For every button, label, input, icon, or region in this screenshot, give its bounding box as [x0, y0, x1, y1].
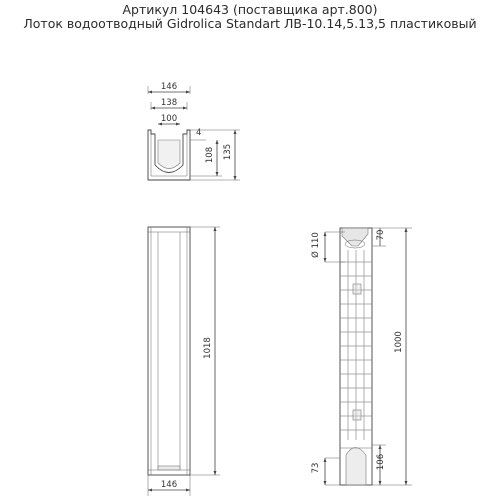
- dim-plan-width: 146: [160, 480, 178, 490]
- dim-bottom-offset: 73: [311, 462, 321, 474]
- plan-view: [148, 227, 220, 496]
- dim-wall-step: 4: [196, 128, 202, 138]
- dim-outer-depth: 135: [223, 143, 233, 161]
- cross-section: [148, 82, 240, 180]
- title-line-2: Лоток водоотводный Gidrolica Standart ЛВ-10.14,5.13,5 пластиковый: [23, 16, 477, 31]
- title-line-1: Артикул 104643 (поставщика арт.800): [122, 2, 378, 17]
- dim-diameter: Ø 110: [311, 232, 321, 258]
- dim-side-length: 1000: [394, 331, 404, 353]
- dim-plan-length: 1018: [203, 337, 213, 359]
- dim-width-inner: 138: [160, 98, 178, 108]
- dim-width-channel: 100: [160, 114, 178, 124]
- dim-bottom-depth: 106: [376, 453, 386, 471]
- side-view: [310, 228, 412, 485]
- dim-inner-depth: 108: [205, 146, 215, 164]
- dim-width-outer: 146: [160, 82, 178, 92]
- dim-top-offset: 70: [376, 229, 386, 241]
